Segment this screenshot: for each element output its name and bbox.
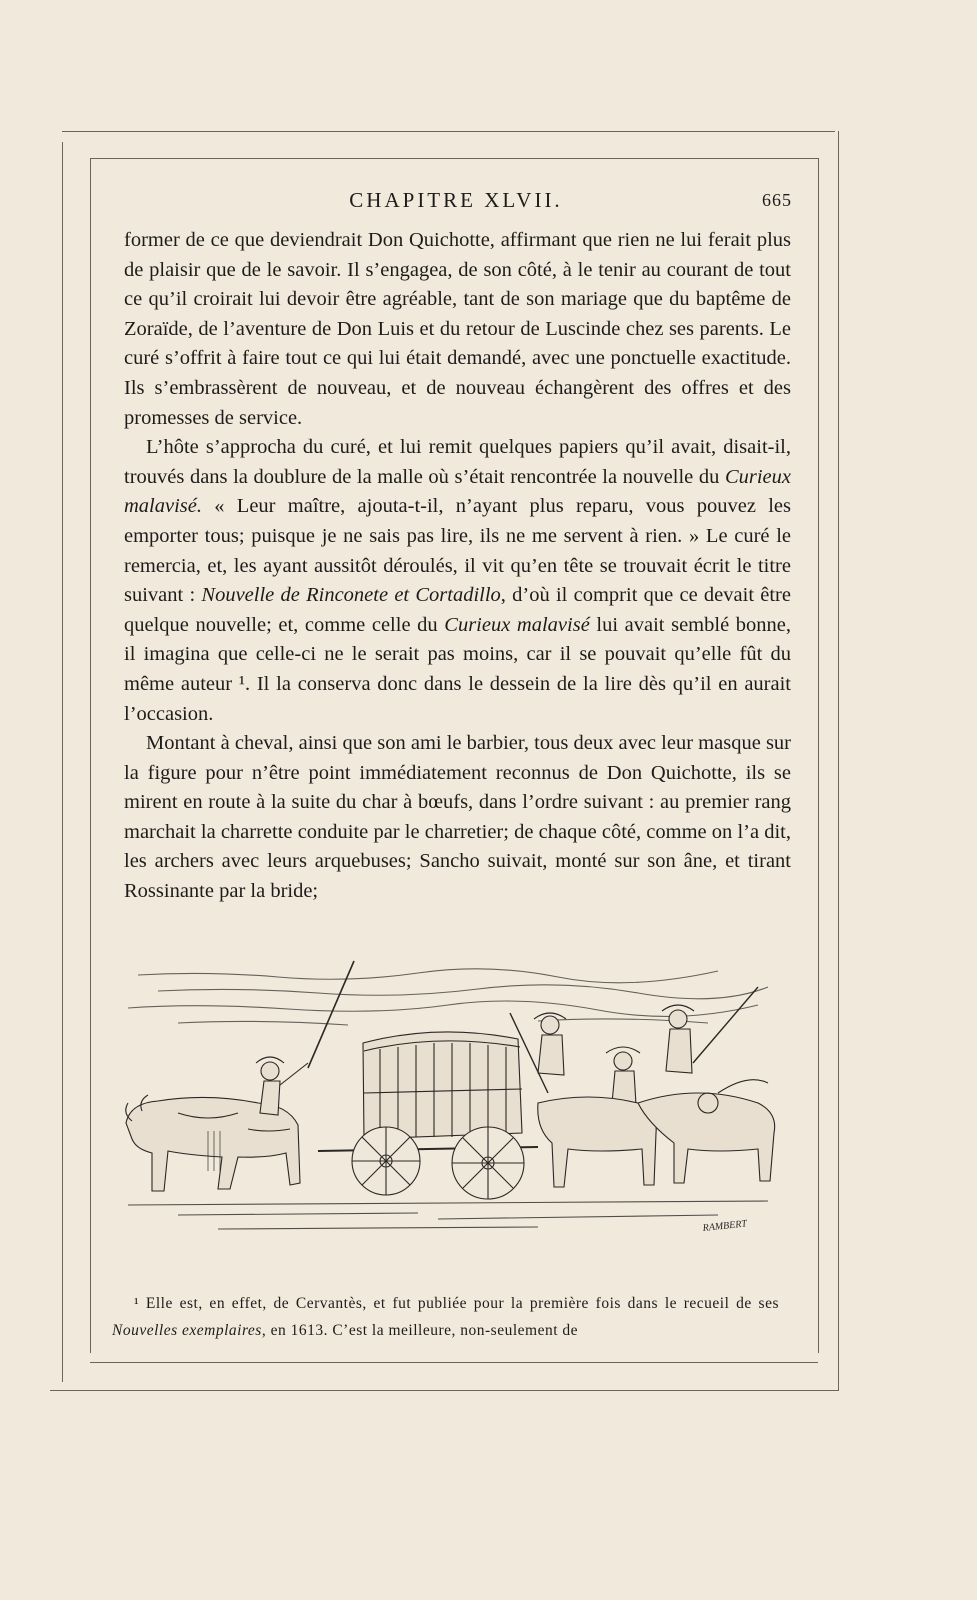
artist-signature: RAMBERT — [702, 1218, 748, 1234]
ox-driver — [256, 961, 354, 1115]
frame-rule-top-inner — [90, 158, 818, 159]
page-number: 665 — [762, 190, 792, 210]
footnote — [112, 1290, 779, 1344]
frame-rule-right-inner — [818, 158, 819, 1353]
novel-title-curieux: Curieux malavisé. — [124, 465, 791, 518]
footnote-text-a: ¹ Elle est, en effet, de Cervantès, et fut publiée pour la première fois dans le recueil de ses — [134, 1295, 779, 1312]
paragraph-2-text-a: L’hôte s’approcha du curé, et lui remit quelques papiers qu’il avait, disait-il, trouvés dans la doublure de la malle où s’était rencontrée la nouvelle du — [124, 436, 791, 488]
frame-rule-right-outer — [838, 131, 839, 1391]
frame-rule-bottom-inner — [90, 1362, 818, 1363]
footnote-text-b: , en 1613. C’est la meilleure, non-seulement de — [261, 1322, 579, 1339]
paragraph-2-text-c: , d’où il comprit que ce devait être quelque nouvelle; et, comme celle du — [124, 584, 791, 636]
mounted-riders — [510, 987, 758, 1105]
horses-and-donkey — [538, 1080, 775, 1187]
paragraph-2-text-b: « Leur maître, ajouta-t-il, n’ayant plus reparu, vous pouvez les emporter tous; puisque je ne sais pas lire, ils ne me servent à rien. » Le curé le remercia, et, les ayant aussitôt déroulés, il vit qu’en tête se trouvait écrit le titre suivant : — [124, 495, 791, 607]
frame-rule-bottom-outer — [50, 1390, 838, 1391]
ox-cart-engraving — [118, 953, 798, 1253]
paragraph-2-text-d: lui avait semblé bonne, il imagina que celle-ci ne le serait pas moins, car il se pouvait qu’elle fût du même auteur ¹. Il la conserva donc dans le dessein de la lire dès qu’il en aurait l’occasion. — [124, 613, 791, 725]
paragraph-3: Montant à cheval, ainsi que son ami le barbier, tous deux avec leur masque sur la figure pour n’être point immédiatement reconnus de Don Quichotte, ils se mirent en route à la suite du char à bœufs, dans l’ordre suivant : au premier rang marchait la charrette conduite par le charretier; de chaque côté, comme on l’a dit, les archers avec leurs arquebuses; Sancho suivait, monté sur son âne, et tirant Rossinante par la bride; — [124, 732, 791, 903]
chapter-title: CHAPITRE XLVII. — [349, 188, 563, 212]
frame-rule-top-outer — [62, 131, 835, 132]
novel-title-curieux-2: Curieux malavisé — [444, 613, 590, 636]
paragraph-2 — [124, 433, 791, 729]
footnote-title: Nouvelles exemplaires — [112, 1322, 262, 1339]
frame-rule-left-inner — [90, 158, 91, 1353]
paragraph-1: former de ce que deviendrait Don Quichotte, affirmant que rien ne lui ferait plus de plaisir que de le savoir. Il s’engagea, de son côté, à le tenir au courant de tout ce qu’il croirait lui devoir être agréable, tant de son mariage que du baptême de Zoraïde, de l’aventure de Don Luis et du retour de Luscinde chez ses parents. Le curé s’offrit à faire tout ce qui lui était demandé, avec une ponctuelle exactitude. Ils s’embrassèrent de nouveau, et de nouveau échangèrent des offres et des promesses de service. — [124, 229, 791, 429]
novel-title-rinconete: Nouvelle de Rinconete et Cortadillo — [201, 584, 501, 607]
ground-lines — [128, 1201, 768, 1229]
frame-rule-left-outer — [62, 142, 63, 1382]
main-text — [124, 226, 791, 907]
running-head — [120, 188, 792, 222]
cart-wheels — [352, 1127, 524, 1199]
